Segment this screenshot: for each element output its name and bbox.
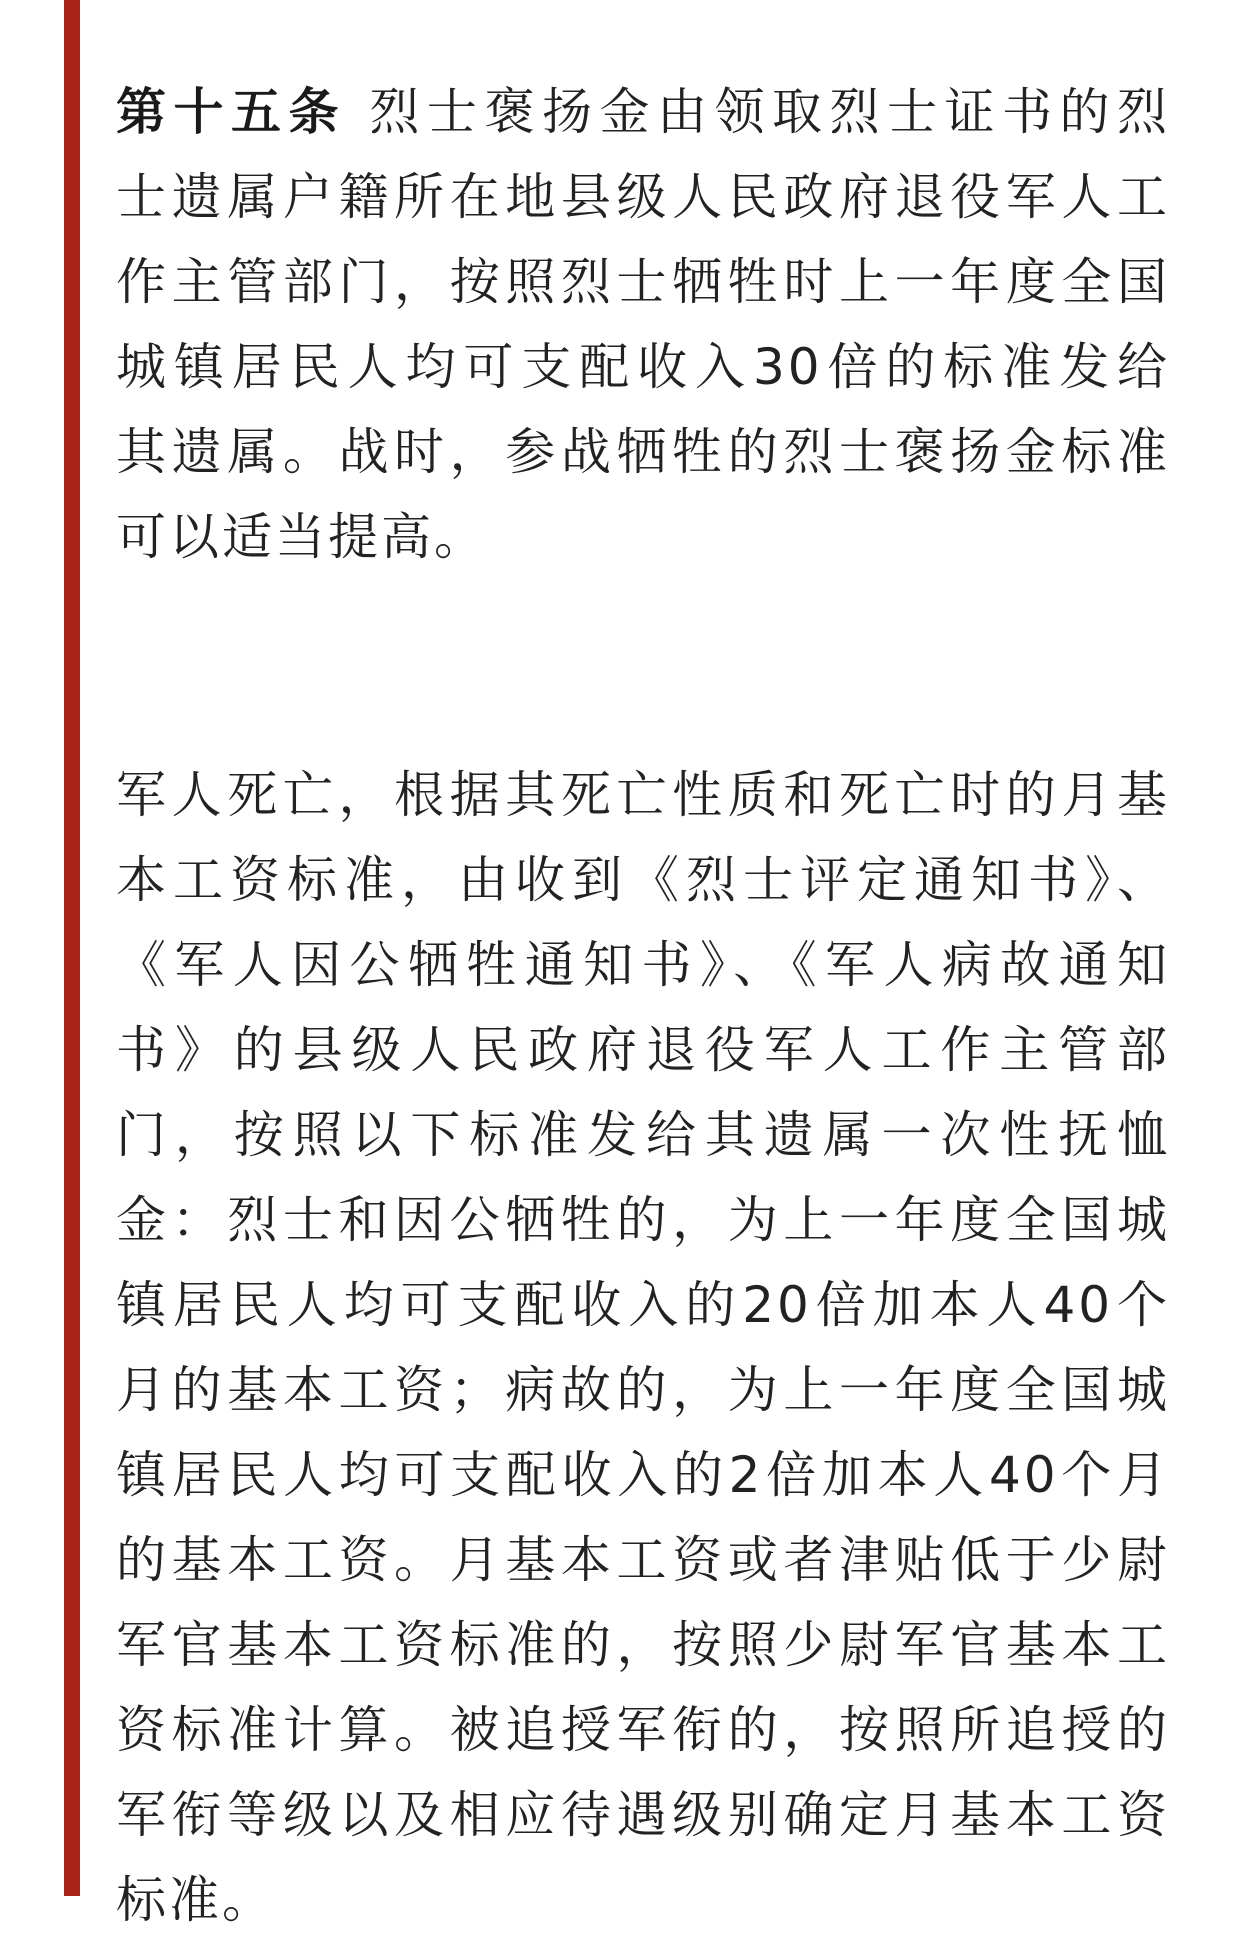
text-line: 其遗属。战时，参战牺牲的烈士褒扬金标准: [116, 423, 1170, 481]
paragraph-death-pension: [116, 753, 1170, 1943]
article-number-label: 第十五条: [116, 83, 347, 141]
text-line: 书》的县级人民政府退役军人工作主管部: [116, 1021, 1170, 1079]
text-line: 门，按照以下标准发给其遗属一次性抚恤: [116, 1106, 1170, 1164]
text-line-rest: 烈士褒扬金由领取烈士证书的烈: [346, 83, 1170, 141]
text-line: 城镇居民人均可支配收入30倍的标准发给: [116, 338, 1170, 396]
text-line: 作主管部门，按照烈士牺牲时上一年度全国: [116, 253, 1170, 311]
text-line: 军官基本工资标准的，按照少尉军官基本工: [116, 1616, 1170, 1674]
text-line: 军人死亡，根据其死亡性质和死亡时的月基: [116, 766, 1170, 824]
left-accent-bar: [64, 0, 80, 1896]
text-line: 《军人因公牺牲通知书》、《军人病故通知: [116, 936, 1170, 994]
text-line: 镇居民人均可支配收入的2倍加本人40个月: [116, 1446, 1170, 1504]
text-line: 月的基本工资；病故的，为上一年度全国城: [116, 1361, 1170, 1419]
text-line: 金：烈士和因公牺牲的，为上一年度全国城: [116, 1191, 1170, 1249]
text-line: 的基本工资。月基本工资或者津贴低于少尉: [116, 1531, 1170, 1589]
text-line: [116, 70, 1170, 155]
text-line: 军衔等级以及相应待遇级别确定月基本工资: [116, 1786, 1170, 1844]
text-line: 本工资标准，由收到《烈士评定通知书》、: [116, 851, 1170, 909]
text-line: 士遗属户籍所在地县级人民政府退役军人工: [116, 168, 1170, 226]
paragraph-article-15: [116, 70, 1170, 580]
text-line: 标准。: [116, 1871, 275, 1929]
text-line: 资标准计算。被追授军衔的，按照所追授的: [116, 1701, 1170, 1759]
text-line: 可以适当提高。: [116, 508, 487, 566]
paragraph-spacer: [116, 580, 1170, 753]
article-body: [116, 70, 1170, 1943]
text-line: 镇居民人均可支配收入的20倍加本人40个: [116, 1276, 1170, 1334]
